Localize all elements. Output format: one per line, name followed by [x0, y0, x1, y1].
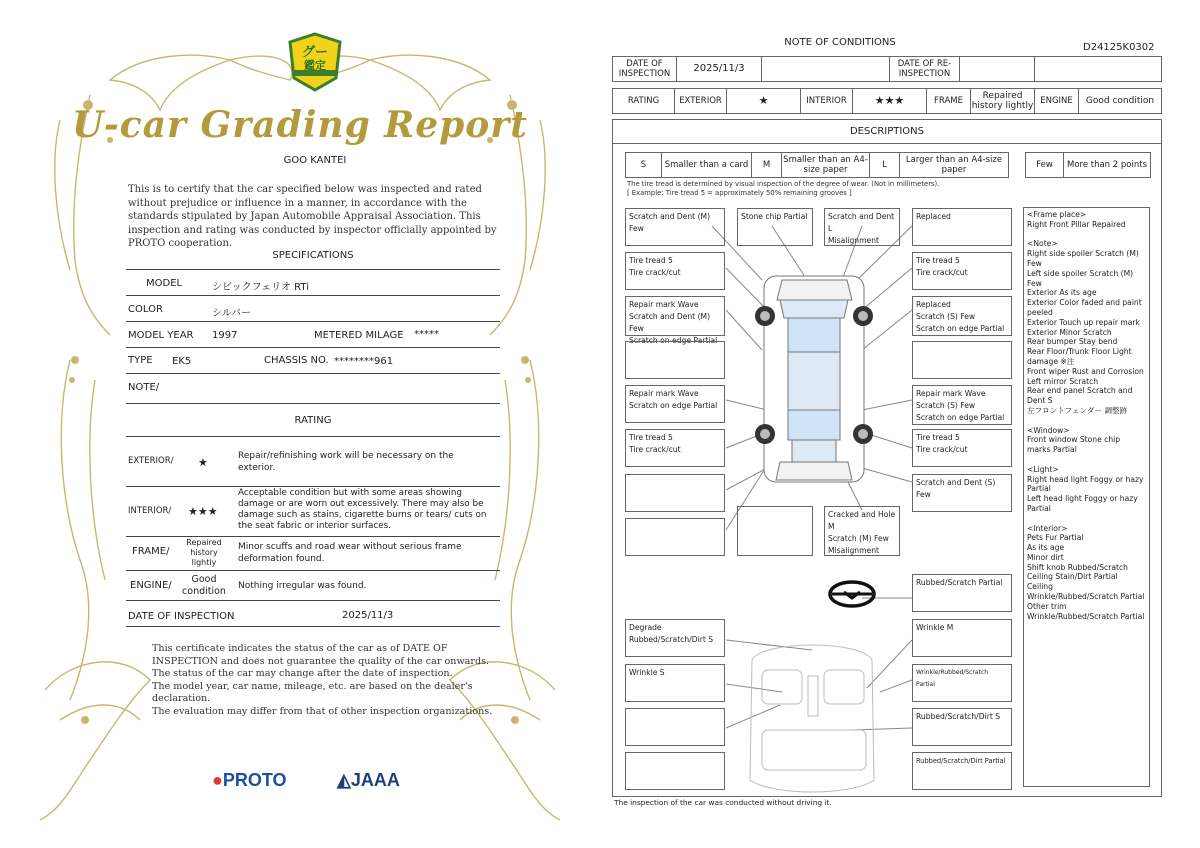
- report-title: U-car Grading Report: [72, 104, 528, 146]
- exterior-row: [126, 437, 500, 487]
- specifications-heading: SPECIFICATIONS: [272, 250, 354, 261]
- reinspection-value: [960, 57, 1035, 82]
- interior-box-empty: [625, 752, 725, 790]
- model-value: シビックフェリオ RTi: [212, 282, 309, 293]
- interior-box-front-right-seat: Wrinkle M: [912, 619, 1012, 657]
- tire-box-front-left: Tire tread 5 Tire crack/cut: [625, 252, 725, 290]
- note-label: NOTE/: [128, 382, 160, 393]
- exterior-label: EXTERIOR/: [128, 456, 174, 466]
- tire-box-front-right: Tire tread 5 Tire crack/cut: [912, 252, 1012, 290]
- damage-box-left-front-door: Repair mark Wave Scratch and Dent (M) Few Scratch on edge Partial: [625, 296, 725, 336]
- footer-line: The status of the car may change after the date of inspection.: [152, 668, 453, 680]
- chassis-value: ********961: [334, 356, 394, 367]
- reinspection-label: DATE OF RE-INSPECTION: [890, 57, 960, 82]
- model-row: [126, 270, 500, 296]
- interior-box-dashboard: Rubbed/Scratch Partial: [912, 574, 1012, 612]
- engine-label: ENGINE: [1035, 89, 1079, 114]
- interior-rating: ★★★: [853, 89, 927, 114]
- doi-label: DATE OF INSPECTION: [128, 611, 235, 622]
- damage-box-trunk: Cracked and Hole M Scratch (M) Few Misalignment: [824, 506, 900, 556]
- interior-box-front-left-seat: Wrinkle S: [625, 664, 725, 702]
- milage-value: *****: [414, 329, 439, 340]
- badge-bottom-text: 鑑定: [304, 59, 326, 72]
- legend-m-text: Smaller than an A4-size paper: [782, 153, 870, 178]
- rating-table: [612, 88, 1162, 114]
- damage-box-empty: [625, 474, 725, 512]
- goo-kantei-badge-icon: [288, 32, 342, 92]
- legend-s-text: Smaller than a card: [662, 153, 752, 178]
- tire-box-rear-right: Tire tread 5 Tire crack/cut: [912, 429, 1012, 467]
- proto-logo-mark-icon: ●: [212, 770, 223, 790]
- interior-box-ceiling: Degrade Rubbed/Scratch/Dirt S: [625, 619, 725, 657]
- interior-label: INTERIOR/: [128, 506, 172, 516]
- legend-l: L: [870, 153, 900, 178]
- model-year-label: MODEL YEAR: [128, 330, 194, 341]
- engine-rating: Good condition: [182, 574, 226, 597]
- frame-label: FRAME: [927, 89, 971, 114]
- date-of-inspection-row: [126, 601, 500, 627]
- frame-text: Minor scuffs and road wear without serious frame deformation found.: [238, 542, 462, 564]
- damage-box-right-front-door: Replaced Scratch (S) Few Scratch on edge Partial: [912, 296, 1012, 336]
- note-row: [126, 374, 500, 404]
- legend-m: M: [752, 153, 782, 178]
- frame-rating: Repaired history lightly: [186, 538, 222, 567]
- note-of-conditions: [600, 0, 1200, 848]
- descriptions-heading: DESCRIPTIONS: [613, 120, 1161, 144]
- legend-l-text: Larger than an A4-size paper: [900, 153, 1009, 178]
- color-value: シルバー: [212, 308, 252, 319]
- damage-box-empty: [625, 518, 725, 556]
- damage-box-empty: [912, 341, 1012, 379]
- interior-rating: ★★★: [188, 505, 218, 518]
- exterior-rating: ★: [727, 89, 801, 114]
- jaaa-logo: ◭JAAA: [337, 770, 400, 790]
- engine-rating: Good condition: [1079, 89, 1162, 114]
- milage-label: METERED MILAGE: [314, 330, 404, 341]
- engine-label: ENGINE/: [130, 580, 172, 591]
- model-label: MODEL: [146, 278, 183, 289]
- damage-box-empty: [737, 506, 813, 556]
- model-year-value: 1997: [212, 330, 238, 341]
- empty-cell: [762, 57, 890, 82]
- tire-example-note: [ Example: Tire tread 5 = approximately 50% remaining grooves ]: [627, 189, 852, 197]
- condition-notes-text: <Frame place> Right Front Pillar Repaired <Note> Right side spoiler Scratch (M) Few Left side spoiler Scratch (M) Few Exterior As its age Exterior Color faded and paint peeled Exterior Touch up repair mark Exterior Minor Scratch Rear bumper Stay bend Rear Floor/Trunk Floor Light damage ※注 Front wiper Rust and Corrosion Left mirror Scratch Rear end panel Scratch and Dent S 左フロントフェンダー 調整跡 <Window> Front window Stone chip marks Partial <Light> Right head light Foggy or hazy Partial Left head light Foggy or hazy Partial <Interior> Pets Fur Partial As its age Minor dirt Shift knob Rubbed/Scratch Ceiling Stain/Dirt Partial Ceiling Wrinkle/Rubbed/Scratch Partial Other trim Wrinkle/Rubbed/Scratch Partial: [1027, 210, 1145, 621]
- doi-value: 2025/11/3: [677, 57, 762, 82]
- rating-heading: RATING: [294, 415, 332, 426]
- year-row: [126, 322, 500, 348]
- color-row: [126, 296, 500, 322]
- footer-line: The model year, car name, mileage, etc. are based on the dealer's declaration.: [152, 680, 473, 705]
- tire-note: The tire tread is determined by visual inspection of the degree of wear. (Not in millimeters).: [627, 180, 940, 188]
- chassis-label: CHASSIS NO.: [264, 355, 329, 366]
- few-legend-table: [1025, 152, 1151, 178]
- damage-box-windshield: Stone chip Partial: [737, 208, 813, 246]
- interior-box-empty: [625, 708, 725, 746]
- damage-box-right-rear-door: Repair mark Wave Scratch (S) Few Scratch on edge Partial: [912, 385, 1012, 425]
- damage-box-empty: [625, 341, 725, 379]
- legend-few: Few: [1026, 153, 1064, 178]
- report-subtitle: GOO KANTEI: [283, 155, 347, 166]
- conditions-title: NOTE OF CONDITIONS: [784, 37, 896, 48]
- inspection-date-table: [612, 56, 1162, 82]
- interior-text: Acceptable condition but with some areas showing damage or are worn out excessively. There may also be damage such as stains, cigarette burns or tears/ cuts on the seat fabric or interior surfaces.: [238, 488, 487, 531]
- report-id: D24125K0302: [1083, 42, 1155, 53]
- condition-notes-list: [1023, 207, 1150, 787]
- frame-row: [126, 537, 500, 571]
- rating-label: RATING: [613, 89, 675, 114]
- footer-line: This certificate indicates the status of the car as of DATE OF INSPECTION and does not guarantee the quality of the car onwards.: [152, 643, 490, 667]
- inspection-disclaimer: The inspection of the car was conducted without driving it.: [614, 798, 832, 807]
- badge-top-text: グー: [301, 45, 329, 60]
- damage-box-rear-right: Scratch and Dent (S) Few: [912, 474, 1012, 512]
- damage-box-hood: Scratch and Dent L Misalignment: [824, 208, 900, 246]
- exterior-text: Repair/refinishing work will be necessary on the exterior.: [238, 451, 454, 473]
- footer-line: The evaluation may differ from that of other inspection organizations.: [152, 705, 493, 717]
- legend-few-text: More than 2 points: [1064, 153, 1151, 178]
- legend-s: S: [626, 153, 662, 178]
- certification-statement: This is to certify that the car specified below was inspected and rated without prejudice or influence in a manner, in accordance with the standards stipulated by Japan Automobile Appraisal Association. This inspection and rating was conducted by inspector officially appointed by PROTO cooperation.: [128, 184, 497, 249]
- exterior-rating: ★: [198, 456, 208, 469]
- empty-cell: [1035, 57, 1162, 82]
- type-label: TYPE: [128, 355, 153, 366]
- color-label: COLOR: [128, 304, 163, 315]
- damage-box-front-left: Scratch and Dent (M) Few: [625, 208, 725, 246]
- doi-value: 2025/11/3: [342, 610, 394, 621]
- exterior-label: EXTERIOR: [675, 89, 727, 114]
- interior-row: [126, 487, 500, 537]
- certificate-footer: [152, 643, 502, 719]
- proto-logo: ●PROTO: [212, 770, 287, 790]
- frame-label: FRAME/: [132, 546, 170, 557]
- frame-rating: Repaired history lightly: [971, 89, 1035, 114]
- size-legend-table: [625, 152, 1009, 178]
- damage-box-left-rear-door: Repair mark Wave Scratch on edge Partial: [625, 385, 725, 423]
- doi-label: DATE OF INSPECTION: [613, 57, 677, 82]
- engine-text: Nothing irregular was found.: [238, 581, 367, 591]
- interior-box-rear-seat: Rubbed/Scratch/Dirt S: [912, 708, 1012, 746]
- damage-box-front-right: Replaced: [912, 208, 1012, 246]
- interior-box-door-trim: Wrinkle/Rubbed/Scratch Partial: [912, 664, 1012, 702]
- type-value: EK5: [172, 356, 192, 367]
- engine-row: [126, 571, 500, 601]
- tire-box-rear-left: Tire tread 5 Tire crack/cut: [625, 429, 725, 467]
- steering-wheel-icon: [830, 582, 874, 606]
- logos: [212, 770, 402, 800]
- interior-label: INTERIOR: [801, 89, 853, 114]
- interior-box-rear-trim: Rubbed/Scratch/Dirt Partial: [912, 752, 1012, 790]
- type-row: [126, 348, 500, 374]
- jaaa-logo-mark-icon: ◭: [337, 770, 351, 790]
